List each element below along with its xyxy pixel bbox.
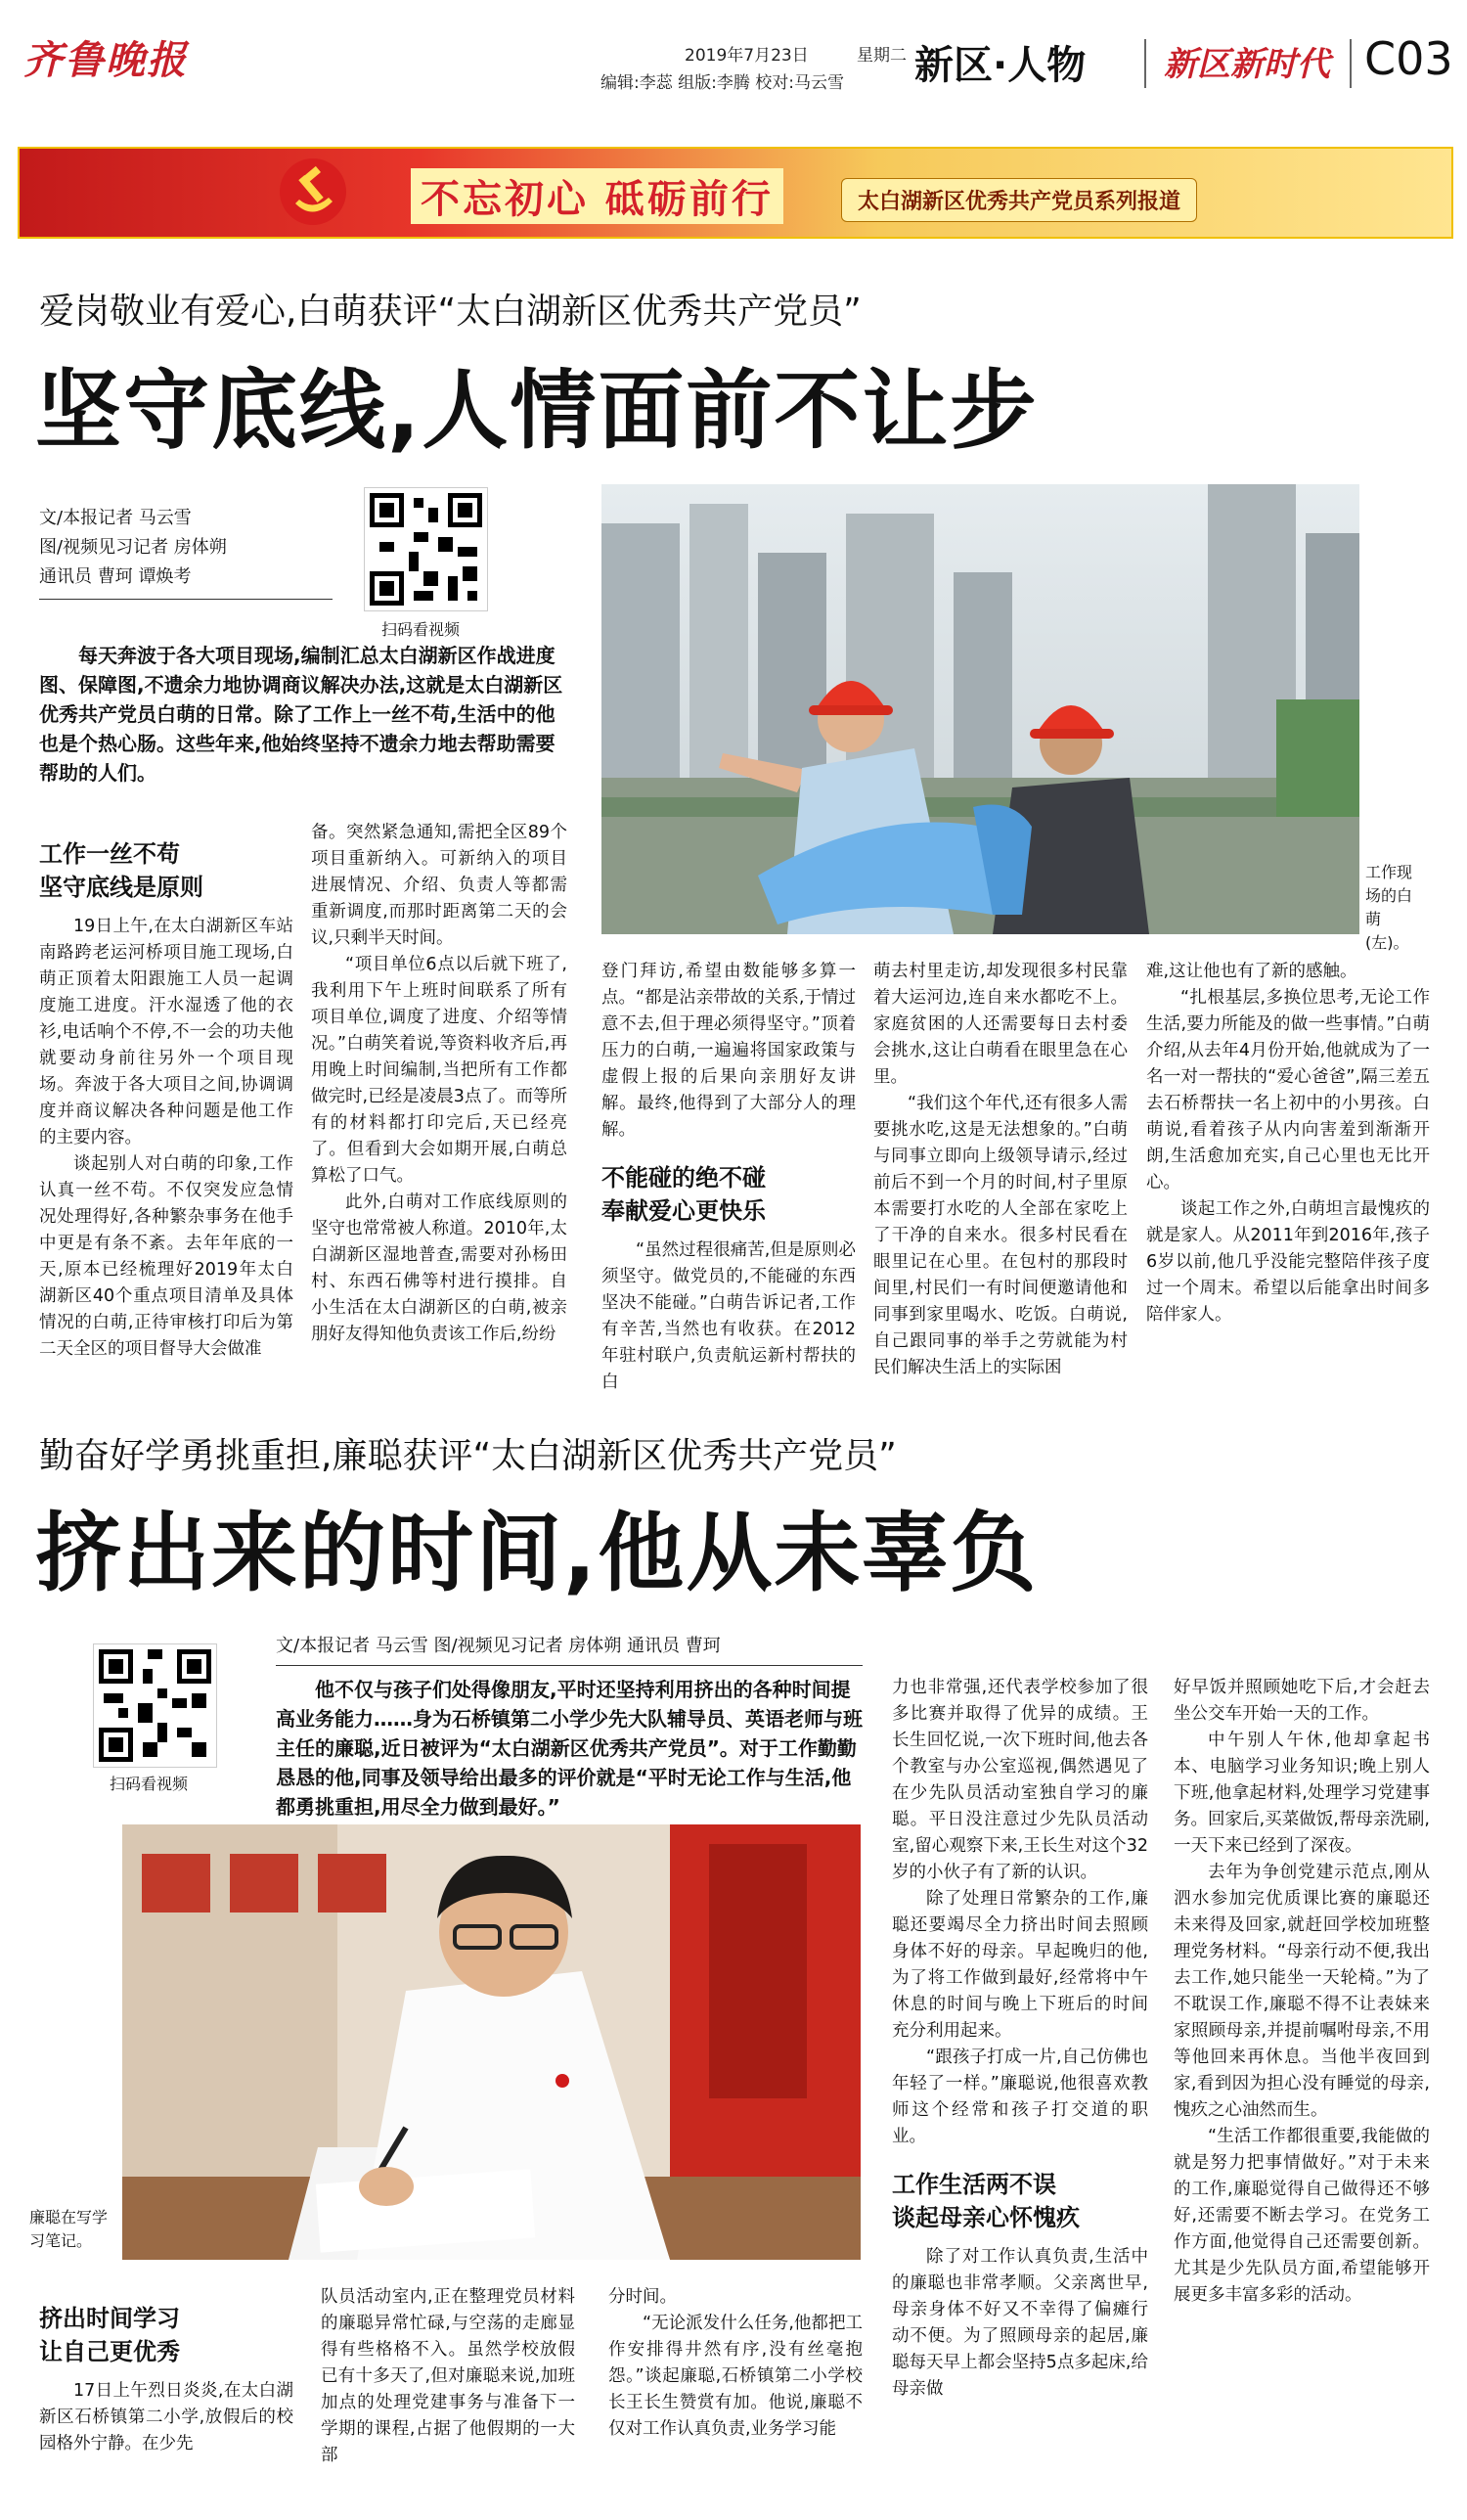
paragraph: 中午别人午休,他却拿起书本、电脑学习业务知识;晚上别人下班,他拿起材料,处理学习党建事务。回家后,买菜做饭,帮母亲洗刷,一天下来已经到了深夜。 (1174, 1731, 1430, 1856)
paragraph: 力也非常强,还代表学校参加了很多比赛并取得了优异的成绩。王长生回忆说,一次下班时间,他去各个教室与办公室巡视,偶然遇见了在少先队员活动室独自学习的廉聪。平日没注意过少先队员活动室,留心观察下来,王长生对这个32岁的小伙子有了新的认识。 (892, 1678, 1148, 1882)
paragraph: “无论派发什么任务,他都把工作安排得井然有序,没有丝毫抱怨。”谈起廉聪,石桥镇第二小学校长王长生赞赏有加。他说,廉聪不仅对工作认真负责,业务学习能 (608, 2314, 863, 2439)
newspaper-logo: 齐鲁晚报 (23, 37, 188, 83)
article2-column-4 (892, 1675, 1148, 2403)
article2-column-3 (608, 2284, 863, 2443)
byline-line: 文/本报记者 马云雪 (39, 508, 192, 528)
subheading-line: 挤出时间学习 (39, 2305, 180, 2332)
issue-date: 2019年7月23日 (685, 46, 809, 66)
banner-slogan: 不忘初心 砥砺前行 (411, 168, 783, 224)
paragraph: 登门拜访,希望由数能够多算一点。“都是沾亲带故的关系,于情过意不去,但于理必须得坚守。”顶着压力的白萌,一遍遍将国家政策与虚假上报的后果向亲朋好友讲解。最终,他得到了大部分人的理解。 (601, 962, 856, 1140)
paragraph: 19日上午,在太白湖新区车站南路跨老运河桥项目施工现场,白萌正顶着太阳跟施工人员一起调度施工进度。汗水湿透了他的衣衫,电话响个不停,不一会的功夫他就要动身前往另外一个项目现场。奔波于各大项目之间,协调调度并商议解决各种问题是他工作的主要内容。 (39, 917, 293, 1148)
paragraph: 备。突然紧急通知,需把全区89个项目重新纳入。可新纳入的项目进展情况、介绍、负责人等都需重新调度,而那时距离第二天的会议,只剩半天时间。 (311, 823, 567, 948)
article2-photo (122, 1824, 861, 2260)
section-brand: 新区新时代 (1164, 45, 1330, 84)
paragraph: “项目单位6点以后就下班了,我利用下午上班时间联系了所有项目单位,调度了进度、介绍等情况。”白萌笑着说,等资料收齐后,再用晚上时间编制,当把所有工作都做完时,已经是凌晨3点了。而等所有的材料都打印完后,天已经亮了。但看到大会如期开展,白萌总算松了口气。 (311, 955, 567, 1186)
paragraph: 除了对工作认真负责,生活中的廉聪也非常孝顺。父亲离世早,母亲身体不好又不幸得了偏瘫行动不便。为了照顾母亲的起居,廉聪每天早上都会坚持5点多起床,给母亲做 (892, 2247, 1148, 2399)
article1-column-1 (39, 820, 293, 1363)
qr-code-icon[interactable] (93, 1643, 217, 1768)
article2-photo-caption: 廉聪在写学习笔记。 (29, 2208, 109, 2250)
paragraph: “扎根基层,多换位思考,无论工作生活,要力所能及的做一些事情。”白萌介绍,从去年4月份开始,他就成为了一名一对一帮扶的“爱心爸爸”,隔三差五去石桥帮扶一名上初中的小男孩。白萌说,看着孩子从内向害羞到渐渐开朗,生活愈加充实,自己心里也无比开心。 (1146, 988, 1430, 1192)
article1-column-2 (311, 820, 567, 1348)
article1-photo-caption: 工作现场的白萌(左)。 (1365, 863, 1413, 952)
byline-rule (39, 599, 333, 600)
article1-subsection-heading (601, 1161, 856, 1228)
article1-column-5 (1146, 959, 1430, 1328)
paragraph: 17日上午烈日炎炎,在太白湖新区石桥镇第二小学,放假后的校园格外宁静。在少先 (39, 2381, 293, 2453)
banner-series-tag: 太白湖新区优秀共产党员系列报道 (841, 178, 1197, 222)
article2-column-5 (1174, 1675, 1430, 2309)
paragraph: 除了处理日常繁杂的工作,廉聪还要竭尽全力挤出时间去照顾身体不好的母亲。早起晚归的他,为了将工作做到最好,经常将中午休息的时间与晚上下班后的时间充分利用起来。 (892, 1889, 1148, 2041)
section-title: 新区·人物 (914, 43, 1087, 88)
subheading-line: 让自己更优秀 (39, 2338, 180, 2365)
article2-headline: 挤出来的时间,他从未辜负 (35, 1503, 1039, 1603)
qr-code-icon[interactable] (364, 487, 488, 611)
paragraph: 谈起工作之外,白萌坦言最愧疚的就是家人。从2011年到2016年,孩子6岁以前,他几乎没能完整陪伴孩子度过一个周末。希望以后能拿出时间多陪伴家人。 (1146, 1199, 1430, 1325)
article2-byline: 文/本报记者 马云雪 图/视频见习记者 房体朔 通讯员 曹珂 (276, 1636, 721, 1656)
masthead-divider (1144, 39, 1146, 88)
qr-caption: 扫码看视频 (110, 1775, 189, 1793)
masthead-divider-2 (1350, 39, 1352, 88)
article2-lead: 他不仅与孩子们处得像朋友,平时还坚持利用挤出的各种时间提高业务能力……身为石桥镇第二小学少先大队辅导员、英语老师与班主任的廉聪,近日被评为“太白湖新区优秀共产党员”。对于工作勤勤恳恳的他,同事及领导给出最多的评价就是“平时无论工作与生活,他都勇挑重担,用尽全力做到最好。” (276, 1678, 863, 1819)
subheading-line: 工作一丝不苟 (39, 840, 180, 868)
article2-subsection-heading (892, 2168, 1148, 2234)
paragraph: 难,这让他也有了新的感触。 (1146, 962, 1357, 981)
qr-caption: 扫码看视频 (381, 620, 461, 639)
subheading-line: 工作生活两不误 (892, 2171, 1056, 2198)
paragraph: 萌去村里走访,却发现很多村民靠着大运河边,连自来水都吃不上。家庭贫困的人还需要每日去村委会挑水,这让白萌看在眼里急在心里。 (873, 962, 1128, 1087)
subheading-line: 谈起母亲心怀愧疚 (892, 2204, 1080, 2231)
article1-lead: 每天奔波于各大项目现场,编制汇总太白湖新区作战进度图、保障图,不遗余力地协调商议解决办法,这就是太白湖新区优秀共产党员白萌的日常。除了工作上一丝不苟,生活中的他也是个热心肠。这些年来,他始终坚持不遗余力地去帮助需要帮助的人们。 (39, 644, 563, 785)
paragraph: 好早饭并照顾她吃下后,才会赶去坐公交车开始一天的工作。 (1174, 1678, 1430, 1724)
article2-subsection-heading (39, 2302, 293, 2368)
article2-column-2 (321, 2284, 575, 2469)
paragraph: “生活工作都很重要,我能做的就是努力把事情做好。”对于未来的工作,廉聪觉得自己做得还不够好,还需要不断去学习。在党务工作方面,他觉得自己还需要创新。尤其是少先队员方面,希望能够开展更多丰富多彩的活动。 (1174, 2127, 1430, 2305)
paragraph: 分时间。 (608, 2287, 677, 2307)
article1-byline (39, 504, 227, 592)
paragraph: 此外,白萌对工作底线原则的坚守也常常被人称道。2010年,太白湖新区湿地普查,需要对孙杨田村、东西石佛等村进行摸排。自小生活在太白湖新区的白萌,被亲朋好友得知他负责该工作后,纷纷 (311, 1192, 567, 1344)
byline-line: 图/视频见习记者 房体朔 (39, 537, 227, 558)
article1-photo (601, 484, 1359, 934)
article1-column-3 (601, 959, 856, 1396)
article1-headline: 坚守底线,人情面前不让步 (35, 360, 1039, 461)
page-number: C03 (1364, 32, 1453, 85)
subheading-line: 坚守底线是原则 (39, 874, 203, 901)
editor-credits: 编辑:李蕊 组版:李腾 校对:马云雪 (600, 73, 844, 93)
paragraph: 队员活动室内,正在整理党员材料的廉聪异常忙碌,与空荡的走廊显得有些格格不入。虽然学校放假已有十多天了,但对廉聪来说,加班加点的处理党建事务与准备下一学期的课程,占据了他假期的一大部 (321, 2287, 575, 2465)
subheading-line: 奉献爱心更快乐 (601, 1197, 766, 1225)
paragraph: “虽然过程很痛苦,但是原则必须坚守。做党员的,不能碰的东西坚决不能碰。”白萌告诉记者,工作有辛苦,当然也有收获。在2012年驻村联户,负责航运新村帮扶的白 (601, 1240, 856, 1392)
issue-weekday: 星期二 (857, 46, 907, 66)
paragraph: 去年为争创党建示范点,刚从泗水参加完优质课比赛的廉聪还未来得及回家,就赶回学校加班整理党务材料。“母亲行动不便,我出去工作,她只能坐一天轮椅。”为了不耽误工作,廉聪不得不让表妹来家照顾母亲,并提前嘱咐母亲,不用等他回来再休息。当他半夜回到家,看到因为担心没有睡觉的母亲,愧疚之心油然而生。 (1174, 1863, 1430, 2120)
party-emblem-icon (264, 153, 362, 231)
article1-subhead: 爱岗敬业有爱心,白萌获评“太白湖新区优秀共产党员” (39, 292, 862, 332)
paragraph: 谈起别人对白萌的印象,工作认真一丝不苟。不仅突发应急情况处理得好,各种繁杂事务在他手中更是有条不紊。去年年底的一天,原本已经梳理好2019年太白湖新区40个重点项目清单及具体情况的白萌,正待审核打印后为第二天全区的项目督导大会做准 (39, 1154, 293, 1359)
byline-rule (276, 1665, 863, 1666)
paragraph: “我们这个年代,还有很多人需要挑水吃,这是无法想象的。”白萌与同事立即向上级领导请示,经过前后不到一个月的时间,村子里原本需要打水吃的人全部在家吃上了干净的自来水。很多村民看在眼里记在心里。在包村的那段时间里,村民们一有时间便邀请他和同事到家里喝水、吃饭。白萌说,自己跟同事的举手之劳就能为村民们解决生活上的实际困 (873, 1094, 1128, 1377)
paragraph: “跟孩子打成一片,自己仿佛也年轻了一样。”廉聪说,他很喜欢教师这个经常和孩子打交道的职业。 (892, 2048, 1148, 2146)
article1-subsection-heading (39, 837, 293, 904)
article2-column-1 (39, 2284, 293, 2457)
byline-line: 通讯员 曹珂 谭焕考 (39, 566, 192, 587)
article2-subhead: 勤奋好学勇挑重担,廉聪获评“太白湖新区优秀共产党员” (39, 1436, 897, 1476)
article1-column-4 (873, 959, 1128, 1381)
subheading-line: 不能碰的绝不碰 (601, 1164, 766, 1192)
